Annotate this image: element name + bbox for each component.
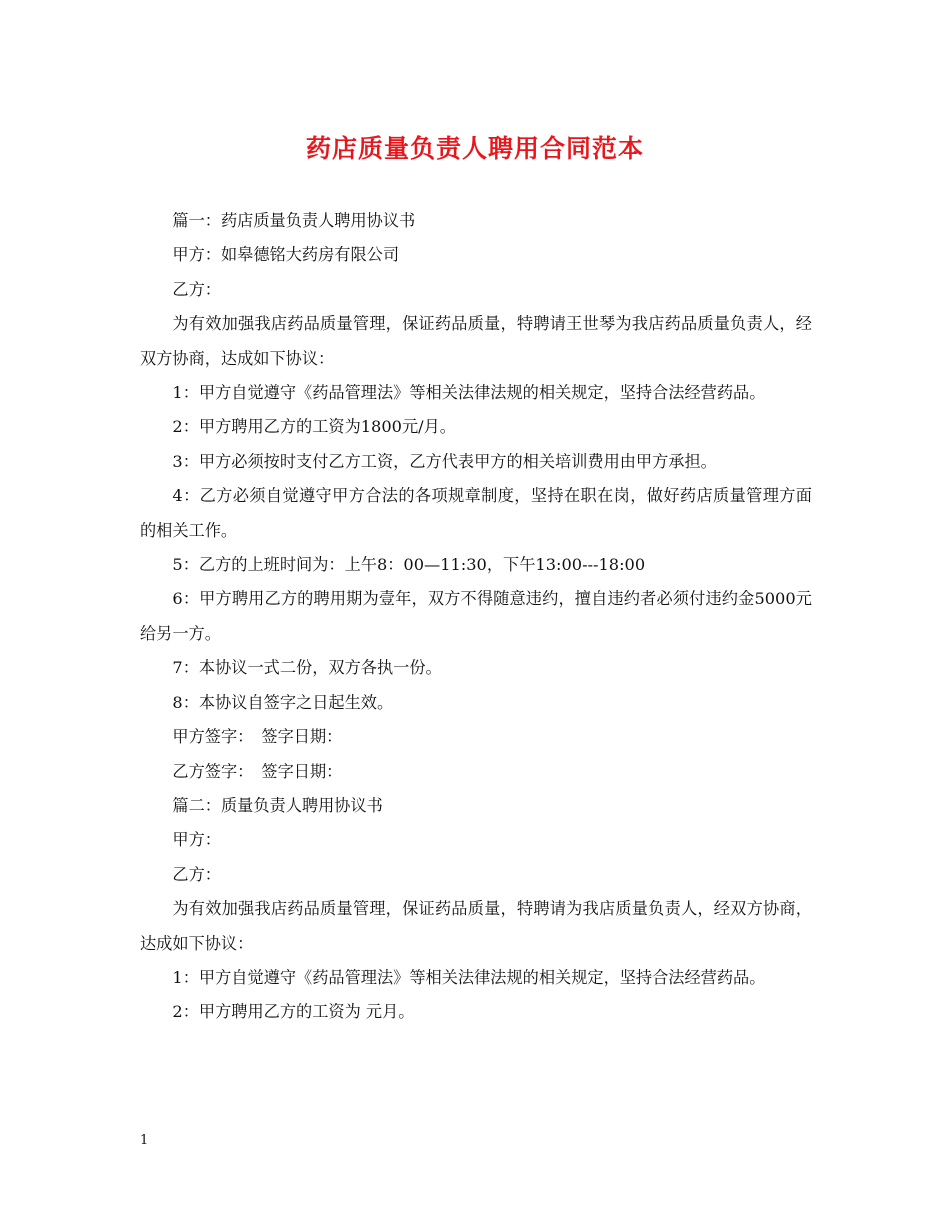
paragraph-party-a: 甲方：如皋德铭大药房有限公司 — [172, 245, 400, 265]
paragraph-clause-3: 3：甲方必须按时支付乙方工资，乙方代表甲方的相关培训费用由甲方承担。 — [172, 451, 717, 471]
paragraph-part-two-heading: 篇二：质量负责人聘用协议书 — [172, 795, 383, 815]
paragraph-clause-7: 7：本协议一式二份，双方各执一份。 — [172, 658, 442, 678]
paragraph-clause-1-2: 1：甲方自觉遵守《药品管理法》等相关法律法规的相关规定，坚持合法经营药品。 — [172, 967, 766, 987]
paragraph-intro-2: 为有效加强我店药品质量管理，保证药品质量，特聘请为我店质量负责人，经双方协商，达成如下协议： — [140, 899, 812, 953]
paragraph-part-one-heading: 篇一：药店质量负责人聘用协议书 — [172, 211, 416, 230]
document-title: 药店质量负责人聘用合同范本 — [305, 134, 644, 163]
paragraph-signature-b: 乙方签字： 签字日期： — [172, 761, 343, 781]
paragraph-clause-2: 2：甲方聘用乙方的工资为1800元/月。 — [172, 417, 456, 437]
paragraph-signature-a: 甲方签字： 签字日期： — [172, 727, 343, 747]
paragraph-clause-5: 5：乙方的上班时间为：上午8：00—11:30，下午13:00---18:00 — [172, 555, 646, 575]
paragraph-party-a-2: 甲方： — [172, 830, 221, 850]
paragraph-party-b: 乙方： — [172, 279, 221, 299]
paragraph-intro: 为有效加强我店药品质量管理，保证药品质量，特聘请王世琴为我店药品质量负责人，经双方协商，达成如下协议： — [140, 314, 812, 368]
paragraph-clause-8: 8：本协议自签字之日起生效。 — [172, 692, 394, 712]
paragraph-clause-6: 6：甲方聘用乙方的聘用期为壹年，双方不得随意违约，擅自违约者必须付违约金5000元给另一方。 — [140, 589, 812, 643]
paragraph-clause-4: 4：乙方必须自觉遵守甲方合法的各项规章制度，坚持在职在岗，做好药店质量管理方面的相关工作。 — [140, 486, 812, 540]
document-body — [140, 204, 812, 1030]
paragraph-party-b-2: 乙方： — [172, 864, 221, 884]
paragraph-clause-1: 1：甲方自觉遵守《药品管理法》等相关法律法规的相关规定，坚持合法经营药品。 — [172, 383, 766, 403]
page-number: 1 — [140, 1133, 149, 1148]
paragraph-clause-2-2: 2：甲方聘用乙方的工资为 元月。 — [172, 1002, 415, 1022]
